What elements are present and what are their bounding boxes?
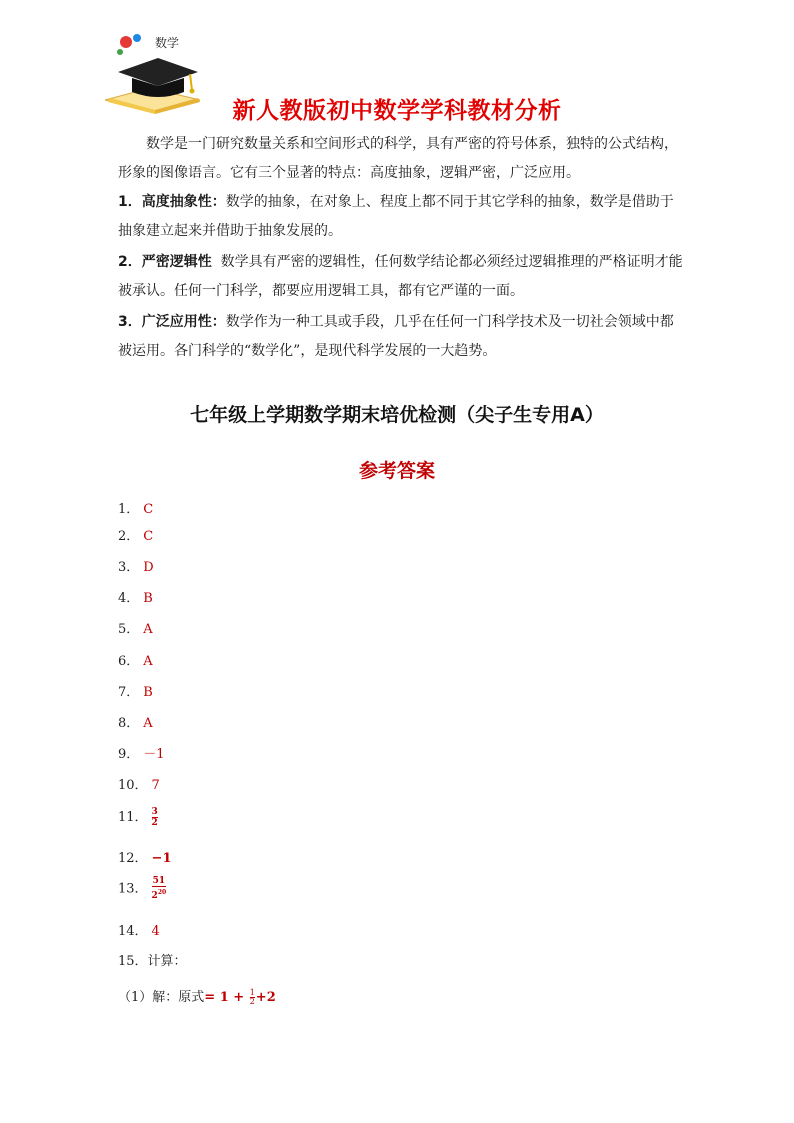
exam-title: 七年级上学期数学期末培优检测（尖子生专用A）	[190, 404, 604, 426]
answer-value: C	[143, 502, 154, 517]
calc-heading: 15．计算：	[118, 954, 187, 969]
answer-number: 3．	[118, 560, 140, 575]
answer-value: 7	[151, 778, 160, 793]
answer-row	[118, 618, 153, 637]
point-3	[118, 308, 683, 366]
answer-number: 13．	[118, 881, 148, 897]
answer-row	[118, 920, 160, 939]
solution-expr-a: = 1 +	[204, 990, 249, 1005]
answer-number: 5．	[118, 622, 140, 637]
solution-line	[118, 986, 276, 1006]
answer-value: A	[143, 622, 153, 637]
answer-number: 2．	[118, 529, 140, 544]
point-2-text: 数学具有严密的逻辑性，任何数学结论都必须经过逻辑推理的严格证明才能被承认。任何一门科学，都要应用逻辑工具，都有它严谨的一面。	[118, 254, 683, 299]
answer-row	[118, 847, 172, 866]
answer-row	[118, 525, 153, 544]
answer-row	[118, 877, 166, 901]
answer-row	[118, 712, 153, 731]
answer-number: 1．	[118, 502, 140, 517]
answer-fraction: $\frac{3}{2}$	[151, 806, 158, 828]
point-3-label: 3．广泛应用性：	[118, 314, 226, 330]
answer-number: 10．	[118, 778, 148, 793]
intro-paragraph: 数学是一门研究数量关系和空间形式的科学，具有严密的符号体系，独特的公式结构，形象的图像语言。它有三个显著的特点：高度抽象，逻辑严密，广泛应用。	[118, 136, 678, 181]
answer-value: B	[143, 685, 153, 700]
point-1	[118, 188, 683, 246]
answer-value: D	[143, 560, 154, 575]
answer-value: A	[143, 654, 153, 669]
answer-number: 14．	[118, 924, 148, 939]
answer-number: 8．	[118, 716, 140, 731]
answer-number: 4．	[118, 591, 140, 606]
answer-number: 12．	[118, 851, 148, 866]
answer-value: －1	[143, 747, 165, 762]
answer-number: 9．	[118, 747, 140, 762]
point-1-label: 1．高度抽象性：	[118, 194, 226, 210]
answer-row	[118, 806, 158, 828]
answer-number: 11．	[118, 810, 148, 825]
answer-row	[118, 681, 153, 700]
answer-title: 参考答案	[358, 460, 435, 482]
point-2	[118, 248, 683, 306]
page-headline: 新人教版初中数学学科教材分析	[232, 98, 562, 124]
answer-row	[118, 498, 153, 517]
answer-value: C	[143, 529, 154, 544]
answer-value: B	[143, 591, 153, 606]
solution-fraction: $\frac{1}{2}$	[249, 988, 255, 1006]
answer-value: −1	[151, 851, 172, 866]
solution-expr-b: +2	[255, 990, 276, 1005]
answer-row	[118, 556, 154, 575]
logo-subject-label: 数学	[155, 36, 180, 50]
answer-number: 7．	[118, 685, 140, 700]
answer-row	[118, 774, 160, 793]
answer-value: 4	[151, 924, 160, 939]
answer-number: 6．	[118, 654, 140, 669]
point-1-text: 数学的抽象，在对象上、程度上都不同于其它学科的抽象，数学是借助于抽象建立起来并借助于抽象发展的。	[118, 194, 674, 239]
answer-fraction: $\frac{51}{2^{20}}$	[151, 876, 167, 901]
solution-prefix: （1）解：原式	[118, 990, 205, 1005]
point-3-text: 数学作为一种工具或手段，几乎在任何一门科学技术及一切社会领域中都被运用。各门科学的“数学化”，是现代科学发展的一大趋势。	[118, 314, 674, 359]
answer-value: A	[143, 716, 153, 731]
point-2-label: 2．严密逻辑性	[118, 254, 212, 270]
answer-row	[118, 650, 153, 669]
answer-row	[118, 587, 153, 606]
answer-row	[118, 743, 165, 762]
